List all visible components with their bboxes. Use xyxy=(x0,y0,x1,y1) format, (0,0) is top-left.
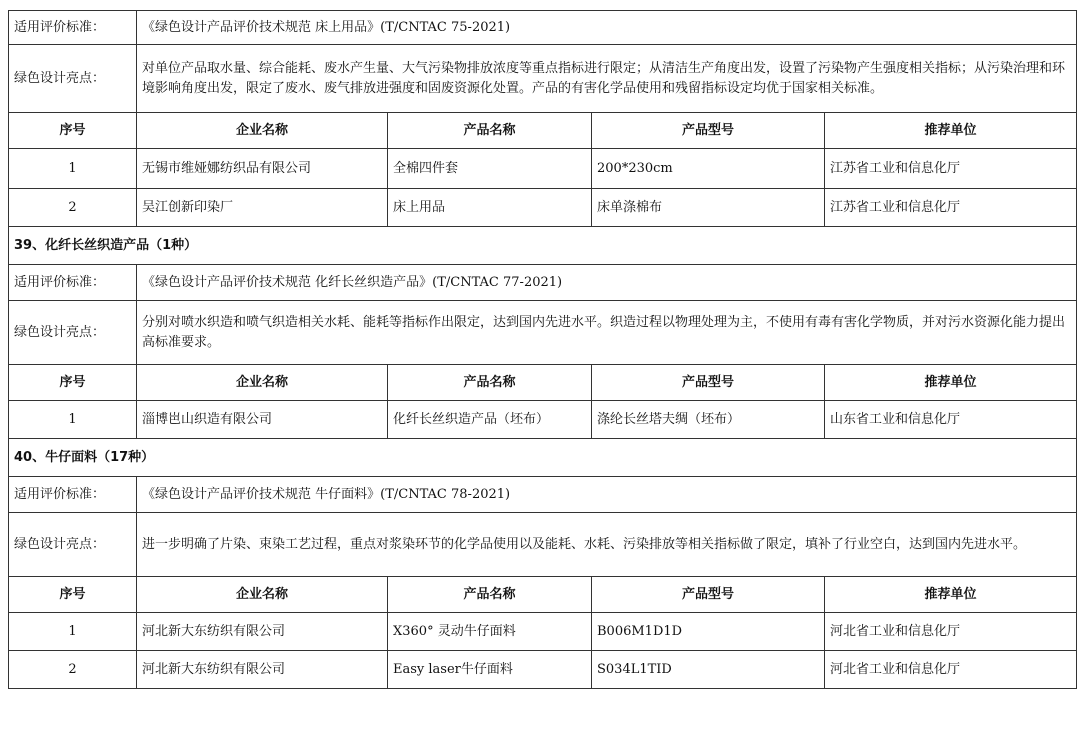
table-row xyxy=(9,613,1077,651)
highlight-value: 对单位产品取水量、综合能耗、废水产生量、大气污染物排放浓度等重点指标进行限定；从清洁生产角度出发，设置了污染物产生强度相关指标；从污染治理和环境影响角度出发，限定了废水、废气排放进强度和固废资源化处置。产品的有害化学品使用和残留指标设定均优于国家相关标准。 xyxy=(137,45,1077,113)
highlight-value: 分别对喷水织造和喷气织造相关水耗、能耗等指标作出限定，达到国内先进水平。织造过程以物理处理为主，不使用有毒有害化学物质，并对污水资源化能力提出高标准要求。 xyxy=(137,301,1077,365)
header-product: 产品名称 xyxy=(388,365,592,401)
standard-label: 适用评价标准： xyxy=(9,265,137,301)
highlight-label: 绿色设计亮点： xyxy=(9,45,137,113)
row-company: 淄博岜山织造有限公司 xyxy=(137,401,388,439)
row-product: Easy laser牛仔面料 xyxy=(388,651,592,689)
row-company: 河北新大东纺织有限公司 xyxy=(137,613,388,651)
row-model: B006M1D1D xyxy=(592,613,825,651)
header-model: 产品型号 xyxy=(592,365,825,401)
standard-value: 《绿色设计产品评价技术规范 化纤长丝织造产品》(T/CNTAC 77-2021) xyxy=(137,265,1077,301)
row-index: 1 xyxy=(9,613,137,651)
section-title-row xyxy=(9,439,1077,477)
row-recommender: 河北省工业和信息化厅 xyxy=(825,651,1077,689)
header-company: 企业名称 xyxy=(137,365,388,401)
header-product: 产品名称 xyxy=(388,113,592,149)
section-title: 40、牛仔面料（17种） xyxy=(9,439,1077,477)
header-index: 序号 xyxy=(9,577,137,613)
highlight-value: 进一步明确了片染、束染工艺过程，重点对浆染环节的化学品使用以及能耗、水耗、污染排放等相关指标做了限定，填补了行业空白，达到国内先进水平。 xyxy=(137,513,1077,577)
standard-label: 适用评价标准： xyxy=(9,477,137,513)
standard-value: 《绿色设计产品评价技术规范 牛仔面料》(T/CNTAC 78-2021) xyxy=(137,477,1077,513)
header-row xyxy=(9,113,1077,149)
row-index: 1 xyxy=(9,149,137,189)
row-product: 全棉四件套 xyxy=(388,149,592,189)
row-company: 无锡市维娅娜纺织品有限公司 xyxy=(137,149,388,189)
header-product: 产品名称 xyxy=(388,577,592,613)
section-title: 39、化纤长丝织造产品（1种） xyxy=(9,227,1077,265)
header-model: 产品型号 xyxy=(592,577,825,613)
header-index: 序号 xyxy=(9,113,137,149)
highlight-label: 绿色设计亮点： xyxy=(9,301,137,365)
highlight-row xyxy=(9,513,1077,577)
row-model: S034L1TID xyxy=(592,651,825,689)
header-row xyxy=(9,577,1077,613)
row-recommender: 江苏省工业和信息化厅 xyxy=(825,189,1077,227)
header-company: 企业名称 xyxy=(137,577,388,613)
standard-value: 《绿色设计产品评价技术规范 床上用品》(T/CNTAC 75-2021) xyxy=(137,11,1077,45)
header-company: 企业名称 xyxy=(137,113,388,149)
row-recommender: 河北省工业和信息化厅 xyxy=(825,613,1077,651)
product-table xyxy=(8,10,1077,689)
header-recommender: 推荐单位 xyxy=(825,365,1077,401)
row-model: 涤纶长丝塔夫绸（坯布） xyxy=(592,401,825,439)
table-row xyxy=(9,401,1077,439)
row-index: 1 xyxy=(9,401,137,439)
row-product: X360° 灵动牛仔面料 xyxy=(388,613,592,651)
row-index: 2 xyxy=(9,651,137,689)
table-row xyxy=(9,189,1077,227)
header-model: 产品型号 xyxy=(592,113,825,149)
standard-label: 适用评价标准： xyxy=(9,11,137,45)
standard-row xyxy=(9,11,1077,45)
standard-row xyxy=(9,265,1077,301)
row-model: 床单涤棉布 xyxy=(592,189,825,227)
header-row xyxy=(9,365,1077,401)
header-index: 序号 xyxy=(9,365,137,401)
standard-row xyxy=(9,477,1077,513)
highlight-row xyxy=(9,301,1077,365)
header-recommender: 推荐单位 xyxy=(825,113,1077,149)
section-title-row xyxy=(9,227,1077,265)
row-recommender: 江苏省工业和信息化厅 xyxy=(825,149,1077,189)
row-index: 2 xyxy=(9,189,137,227)
row-company: 河北新大东纺织有限公司 xyxy=(137,651,388,689)
row-product: 床上用品 xyxy=(388,189,592,227)
row-product: 化纤长丝织造产品（坯布） xyxy=(388,401,592,439)
row-company: 吴江创新印染厂 xyxy=(137,189,388,227)
highlight-row xyxy=(9,45,1077,113)
highlight-label: 绿色设计亮点： xyxy=(9,513,137,577)
row-recommender: 山东省工业和信息化厅 xyxy=(825,401,1077,439)
header-recommender: 推荐单位 xyxy=(825,577,1077,613)
row-model: 200*230cm xyxy=(592,149,825,189)
table-row xyxy=(9,651,1077,689)
table-row xyxy=(9,149,1077,189)
